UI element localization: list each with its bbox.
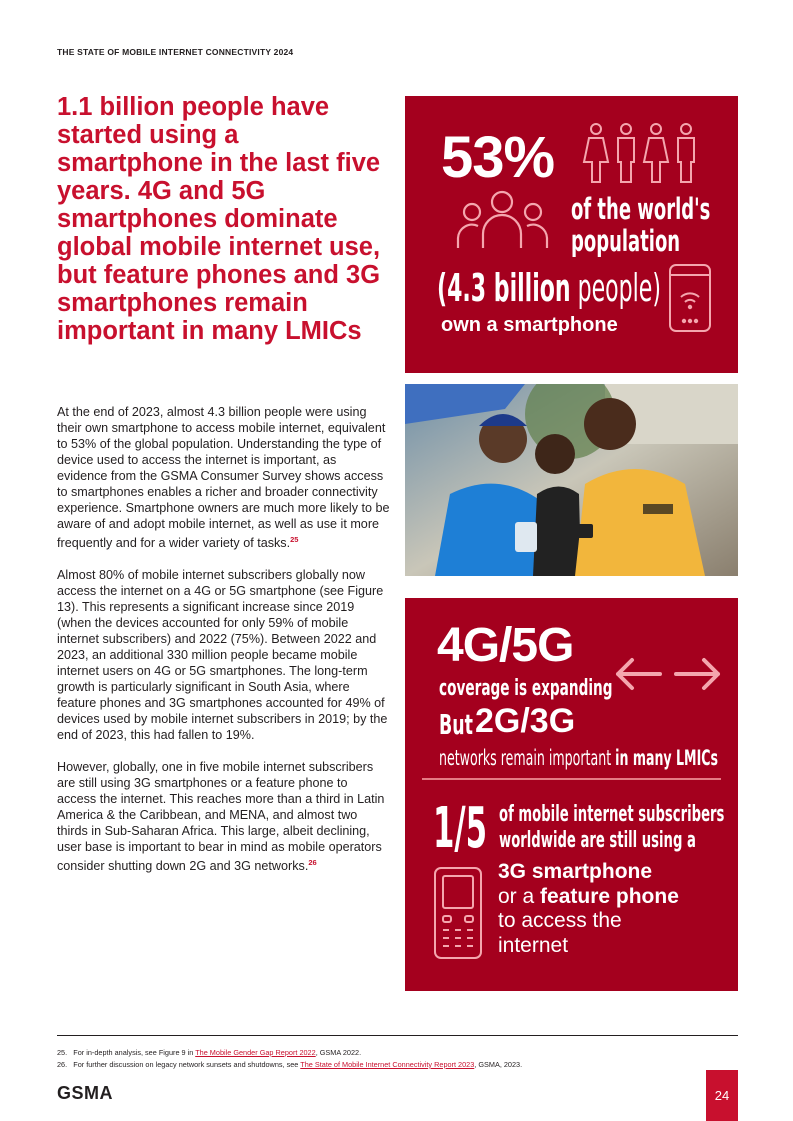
population-label-line2: population bbox=[571, 224, 681, 258]
2g-3g-heading: 2G/3G bbox=[475, 702, 576, 740]
footnote-25-source: , GSMA 2022. bbox=[315, 1048, 362, 1057]
footnote-25-text: For in-depth analysis, see Figure 9 in bbox=[73, 1048, 196, 1057]
mobile-internet-connectivity-report-link[interactable]: The State of Mobile Internet Connectivity Report 2023 bbox=[300, 1060, 475, 1069]
feature-phone-text: feature phone bbox=[540, 885, 679, 908]
photo-illustration bbox=[405, 384, 738, 576]
footnote-26 bbox=[57, 1059, 522, 1071]
internet-label: internet bbox=[498, 934, 569, 957]
networks-important-label bbox=[439, 746, 718, 770]
population-label-line1: of the world's bbox=[571, 192, 711, 226]
feature-phone-label bbox=[498, 885, 679, 909]
body-text bbox=[57, 404, 390, 890]
page-number: 24 bbox=[706, 1070, 738, 1121]
footnote-25 bbox=[57, 1047, 522, 1059]
paragraph-3 bbox=[57, 759, 390, 874]
coverage-expanding-label: coverage is expanding bbox=[439, 676, 613, 701]
subscribers-label-line1: of mobile internet subscribers bbox=[499, 802, 725, 827]
gsma-logo: GSMA bbox=[57, 1083, 113, 1103]
subscribers-label-line2: worldwide are still using a bbox=[499, 828, 696, 853]
3g-smartphone-label: 3G smartphone bbox=[498, 860, 653, 883]
paragraph-3-text: However, globally, one in five mobile internet subscribers are still using 3G smartphones or a feature phone to access the internet. This reaches more than a third in Latin America & the Caribbean, and MENA, and almost two thirds in Sub-Saharan Africa. This large, albeit declining, user base is important to bear in mind as mobile operators consider shutting down 2G and 3G networks. bbox=[57, 760, 385, 874]
photo-young-men-smartphone bbox=[405, 384, 738, 576]
billion-people-label bbox=[437, 266, 661, 310]
footnote-ref-25[interactable]: 25 bbox=[290, 535, 299, 544]
mobile-gender-gap-report-link[interactable]: The Mobile Gender Gap Report 2022 bbox=[195, 1048, 316, 1057]
people-icon bbox=[581, 122, 706, 186]
smartphone-icon bbox=[668, 263, 712, 333]
stat-percent: 53% bbox=[441, 125, 555, 190]
paragraph-1-text: At the end of 2023, almost 4.3 billion people were using their own smartphone to access mobile internet, equivalent to 53% of the global population. Understanding the type of device used to access the internet is important, as evidence from the GSMA Consumer Survey shows access to smartphones enables a richer and broader connectivity experience. Smartphone owners are much more likely to be aware of and adopt mobile internet, as well as use it more frequently and for a wider variety of tasks. bbox=[57, 405, 390, 551]
4g-5g-heading: 4G/5G bbox=[437, 619, 574, 672]
own-smartphone-label: own a smartphone bbox=[441, 314, 618, 336]
footnote-26-source: , GSMA, 2023. bbox=[474, 1060, 523, 1069]
group-icon bbox=[455, 190, 550, 252]
networks-bold-text: in many LMICs bbox=[615, 746, 719, 770]
footnote-divider bbox=[57, 1035, 738, 1036]
or-a-text: or a bbox=[498, 885, 541, 908]
double-arrow-icon bbox=[614, 654, 722, 694]
footnotes bbox=[57, 1047, 522, 1071]
running-head: THE STATE OF MOBILE INTERNET CONNECTIVITY 2024 bbox=[57, 47, 294, 57]
paragraph-1 bbox=[57, 404, 390, 551]
one-fifth-stat: 1/5 bbox=[433, 796, 488, 861]
feature-phone-icon bbox=[433, 866, 483, 960]
access-the-label: to access the bbox=[498, 909, 622, 932]
footnote-26-text: For further discussion on legacy network sunsets and shutdowns, see bbox=[73, 1060, 301, 1069]
footnote-26-number: 26. bbox=[57, 1060, 68, 1069]
people-word: people) bbox=[570, 266, 661, 310]
billion-figure: (4.3 billion bbox=[437, 266, 571, 310]
networks-regular-text: networks remain important bbox=[439, 746, 616, 770]
paragraph-2: Almost 80% of mobile internet subscribers globally now access the internet on a 4G or 5G smartphone (see Figure 13). This represents a significant increase since 2019 (when the devices accounted for only 59% of mobile internet subscribers) and 2022 (75%). Between 2022 and 2023, an additional 330 million people became mobile internet users on 4G or 5G smartphones. The long-term growth is particularly significant in South Asia, where feature phones and 3G smartphones accounted for 49% of devices used by mobile internet subscribers in 2019; by the end of 2023, this had fallen to 19%. bbox=[57, 568, 388, 743]
footnote-ref-26[interactable]: 26 bbox=[308, 858, 317, 868]
network-coverage-panel bbox=[405, 598, 738, 991]
page-headline: 1.1 billion people have started using a smartphone in the last five years. 4G and 5G smartphones dominate global mobile internet use, but feature phones and 3G smartphones remain important in many LMICs bbox=[57, 93, 381, 345]
panel-divider bbox=[422, 778, 721, 780]
but-label: But bbox=[439, 708, 473, 741]
footnote-25-number: 25. bbox=[57, 1048, 68, 1057]
smartphone-stat-panel bbox=[405, 96, 738, 373]
